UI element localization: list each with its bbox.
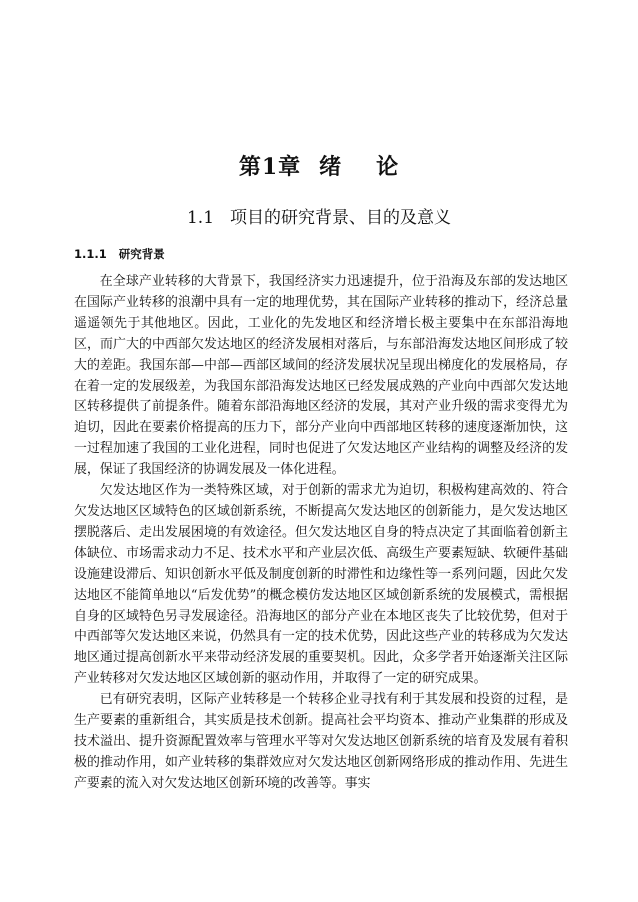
chapter-label-suffix: 章 bbox=[278, 154, 302, 180]
body-text bbox=[74, 272, 568, 795]
paragraph: 欠发达地区作为一类特殊区域，对于创新的需求尤为迫切，积极构建高效的、符合欠发达地区区域特色的区域创新系统，不断提高欠发达地区的创新能力，是欠发达地区摆脱落后、走出发展困境的有效途径。但欠发达地区自身的特点决定了其面临着创新主体缺位、市场需求动力不足、技术水平和产业层次低、高级生产要素短缺、软硬件基础设施建设滞后、知识创新水平低及制度创新的时滞性和边缘性等一系列问题，因此欠发达地区不能简单地以“后发优势”的概念模仿发达地区区域创新系统的发展模式，需根据自身的区域特色另寻发展途径。沿海地区的部分产业在本地区丧失了比较优势，但对于中西部等欠发达地区来说，仍然具有一定的技术优势，因此这些产业的转移成为欠发达地区通过提高创新水平来带动经济发展的重要契机。因此，众多学者开始逐渐关注区际产业转移对欠发达地区区域创新的驱动作用，并取得了一定的研究成果。 bbox=[74, 483, 568, 687]
subsection-number: 1.1.1 bbox=[74, 247, 107, 261]
section-heading bbox=[0, 205, 638, 231]
subsection-heading bbox=[74, 244, 165, 264]
chapter-number: 1 bbox=[261, 154, 279, 180]
paragraph: 在全球产业转移的大背景下，我国经济实力迅速提升，位于沿海及东部的发达地区在国际产业转移的浪潮中具有一定的地理优势，其在国际产业转移的推动下，经济总量遥遥领先于其他地区。因此，工业化的先发地区和经济增长极主要集中在东部沿海地区，而广大的中西部欠发达地区的经济发展相对落后，与东部沿海发达地区间形成了较大的差距。我国东部—中部—西部区域间的经济发展状况呈现出梯度化的发展格局，存在着一定的发展级差，为我国东部沿海发达地区已经发展成熟的产业向中西部欠发达地区转移提供了前提条件。随着东部沿海地区经济的发展，其对产业升级的需求变得尤为迫切，因此在要素价格提高的压力下，部分产业向中西部地区转移的速度逐渐加快，这一过程加速了我国的工业化进程，同时也促进了欠发达地区产业结构的调整及经济的发展，保证了我国经济的协调发展及一体化进程。 bbox=[74, 274, 568, 478]
paragraph: 已有研究表明，区际产业转移是一个转移企业寻找有利于其发展和投资的过程，是生产要素的重新组合，其实质是技术创新。提高社会平均资本、推动产业集群的形成及技术溢出、提升资源配置效率与管理水平等对欠发达地区创新系统的培育及发展有着积极的推动作用，如产业转移的集群效应对欠发达地区创新网络形成的推动作用、先进生产要素的流入对欠发达地区创新环境的改善等。事实 bbox=[74, 692, 568, 791]
section-title: 项目的研究背景、目的及意义 bbox=[230, 208, 452, 228]
chapter-label-prefix: 第 bbox=[238, 154, 262, 180]
chapter-title-char-2: 论 bbox=[376, 154, 400, 180]
section-number: 1.1 bbox=[186, 208, 215, 228]
chapter-title bbox=[0, 152, 638, 182]
subsection-title: 研究背景 bbox=[118, 247, 165, 261]
chapter-title-char-1: 绪 bbox=[319, 154, 343, 180]
